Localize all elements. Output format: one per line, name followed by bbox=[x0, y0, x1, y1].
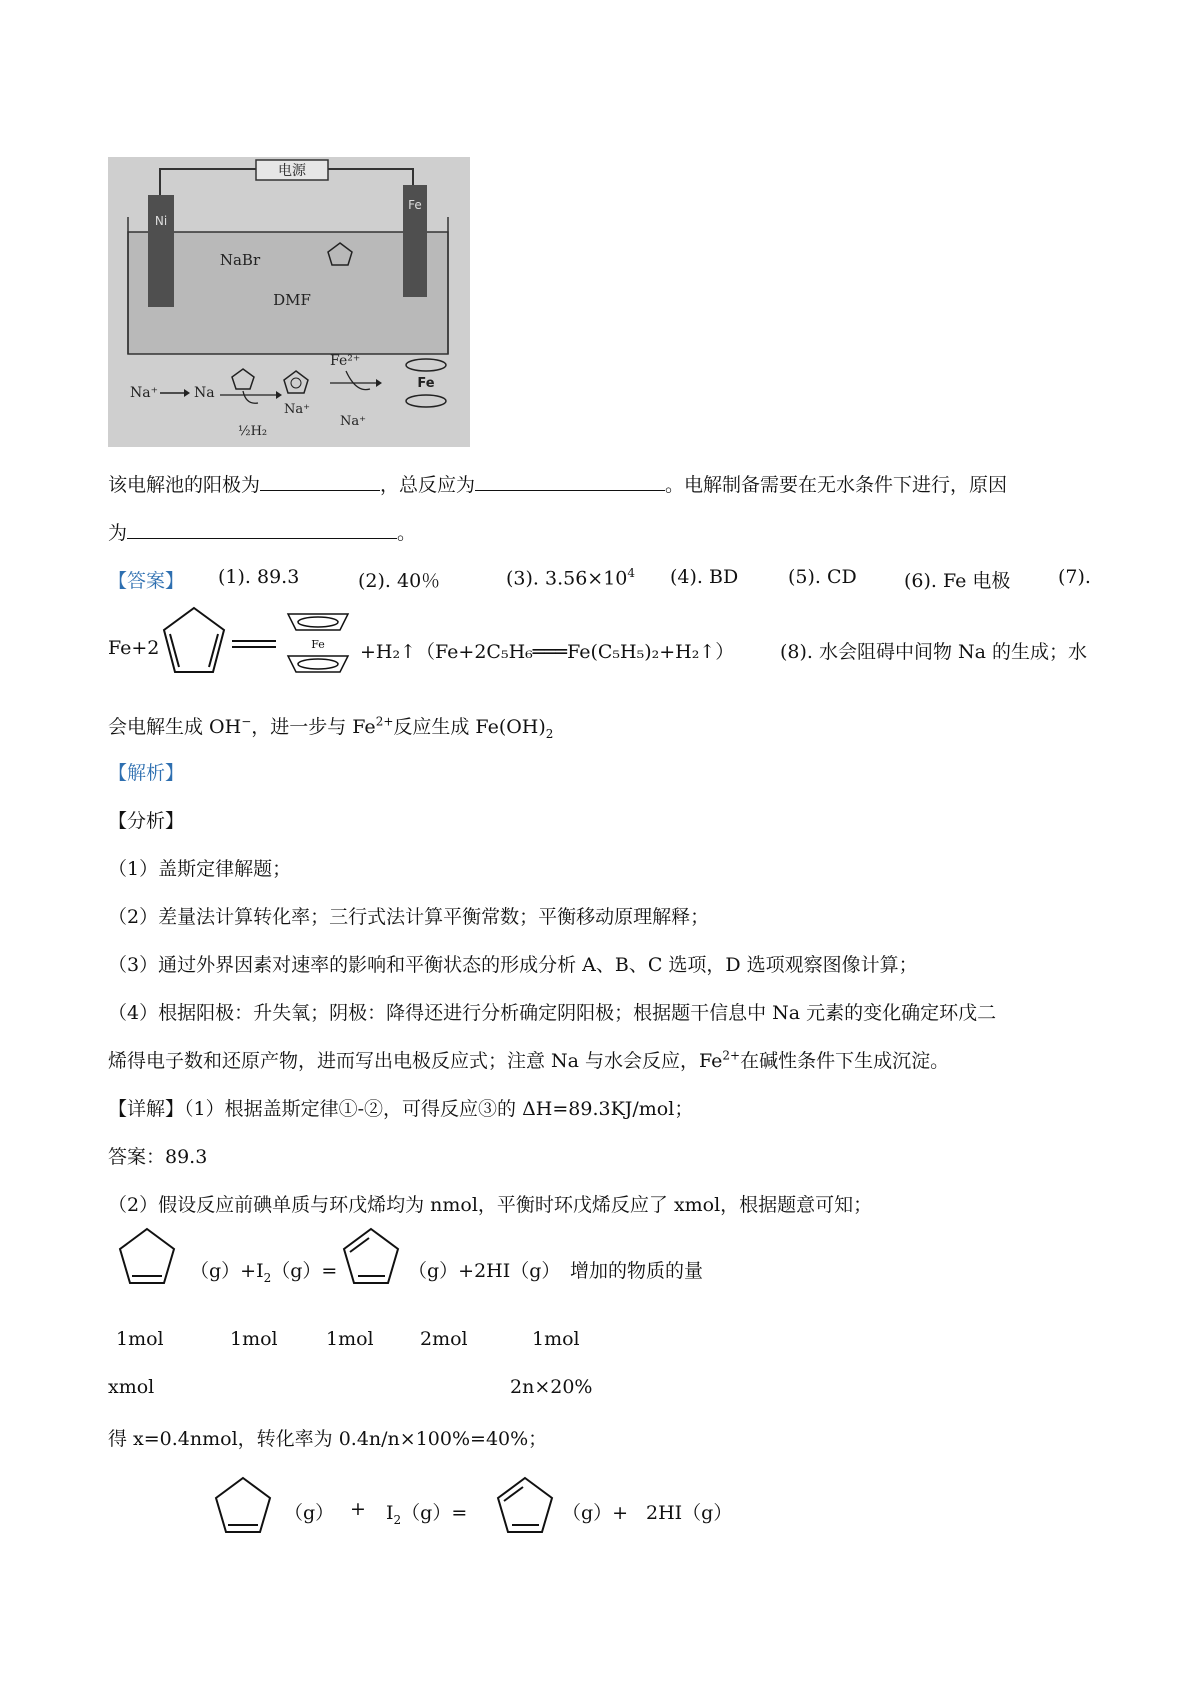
blank-reason bbox=[127, 519, 397, 539]
analysis-label: 【解析】 bbox=[108, 762, 185, 784]
cyclopentadiene-structure-3 bbox=[494, 1474, 556, 1540]
cyclopentene-structure-2 bbox=[212, 1474, 274, 1540]
electrolyte-label: NaBr bbox=[219, 251, 261, 269]
question-line-2: 为 。 bbox=[108, 518, 416, 545]
detail-result: 得 x=0.4nmol，转化率为 0.4n/n×100%=40%； bbox=[108, 1428, 548, 1450]
cyclopentene-structure bbox=[116, 1225, 178, 1291]
analysis-p2: （2）差量法计算转化率；三行式法计算平衡常数；平衡移动原理解释； bbox=[108, 906, 710, 928]
svg-text:½H₂: ½H₂ bbox=[238, 424, 268, 439]
electrolysis-diagram bbox=[108, 157, 470, 447]
svg-text:Ni: Ni bbox=[154, 214, 168, 228]
svg-text:Na⁺: Na⁺ bbox=[130, 385, 158, 401]
solvent-label: DMF bbox=[273, 291, 311, 309]
ni-electrode bbox=[148, 195, 174, 307]
blank-anode bbox=[260, 471, 380, 491]
blank-total-reaction bbox=[475, 471, 665, 491]
svg-text:Na⁺: Na⁺ bbox=[284, 402, 310, 417]
svg-text:Fe: Fe bbox=[408, 198, 422, 212]
question-line-1: 该电解池的阳极为 ，总反应为 。电解制备需要在无水条件下进行，原因 bbox=[108, 470, 1007, 497]
detail-answer-1: 答案：89.3 bbox=[108, 1146, 208, 1168]
detail-line-2: （2）假设反应前碘单质与环戊烯均为 nmol，平衡时环戊烯反应了 xmol，根据题意可知； bbox=[108, 1194, 873, 1216]
ferrocene-structure bbox=[278, 604, 358, 682]
power-label: 电源 bbox=[278, 163, 306, 179]
cyclopentadiene-structure-2 bbox=[340, 1225, 402, 1291]
equals-arrow bbox=[232, 638, 276, 650]
analysis-p4: （4）根据阳极：升失氧；阴极：降得还进行分析确定阴阳极；根据题干信息中 Na 元素的变化确定环戊二 bbox=[108, 1002, 997, 1024]
analysis-heading: 【分析】 bbox=[108, 810, 185, 832]
electrolysis-cell-photo bbox=[108, 157, 470, 447]
svg-text:Fe²⁺: Fe²⁺ bbox=[330, 353, 361, 369]
detail-line-1: 【详解】（1）根据盖斯定律①-②，可得反应③的 ΔH=89.3KJ/mol； bbox=[108, 1098, 694, 1120]
cyclopentadiene-structure bbox=[158, 600, 230, 684]
answer-8: (8). 水会阻碍中间物 Na 的生成；水 bbox=[780, 641, 1088, 663]
answer-equation-suffix: +H₂↑（Fe+2C₅H₆═══Fe(C₅H₅)₂+H₂↑） bbox=[360, 641, 735, 663]
increase-label: 增加的物质的量 bbox=[570, 1260, 704, 1282]
svg-text:Fe: Fe bbox=[311, 638, 325, 651]
analysis-p5: 烯得电子数和还原产物，进而写出电极反应式；注意 Na 与水会反应，$Fe^{2+}$在碱性条件下生成沉淀。 bbox=[108, 1048, 950, 1072]
analysis-p1: （1）盖斯定律解题； bbox=[108, 858, 292, 880]
analysis-p3: （3）通过外界因素对速率的影响和平衡状态的形成分析 A、B、C 选项，D 选项观察图像计算； bbox=[108, 954, 918, 976]
answer-line-3: 会电解生成 OH−，进一步与 $Fe^{2+}$反应生成 $Fe(OH)_2$ bbox=[108, 714, 554, 741]
answer-label: 【答案】 bbox=[108, 570, 185, 592]
svg-text:Fe: Fe bbox=[417, 376, 435, 391]
svg-text:Na: Na bbox=[194, 385, 215, 401]
answer-line: 【答案】 (1). 89.3 (2). 40％ (3). $3.56\times 10^4$ (4). BD (5). CD (6). Fe 电极 (7). bbox=[108, 566, 1091, 592]
svg-text:Na⁺: Na⁺ bbox=[340, 414, 366, 429]
